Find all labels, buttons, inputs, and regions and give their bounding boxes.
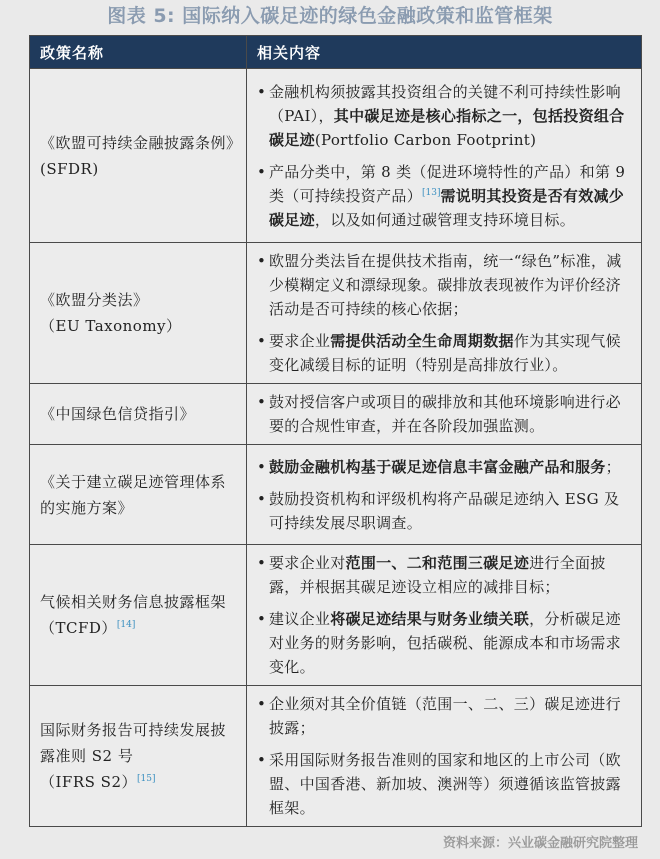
text-segment: 要求企业: [269, 332, 331, 350]
bold-text: 鼓励金融机构基于碳足迹信息丰富金融产品和服务: [269, 457, 606, 476]
bullet-item: [257, 80, 631, 152]
text-segment: （IFRS S2）: [40, 773, 137, 791]
bullet-item: [257, 692, 631, 740]
bullet-item: [257, 160, 631, 232]
reference-footnote[interactable]: [15]: [137, 774, 156, 784]
bullet-item: [257, 390, 631, 438]
bullet-icon: •: [257, 751, 267, 769]
text-segment: 气候相关财务信息披露框架: [40, 593, 227, 611]
text-segment: ；: [605, 457, 621, 476]
policy-name-cell: [30, 545, 247, 686]
text-segment: 鼓对授信客户或项目的碳排放和其他环境影响进行必要的合规性审查，并在各阶段加强监测。: [269, 393, 621, 435]
bullet-item: [257, 455, 631, 479]
text-segment: 欧盟分类法旨在提供技术指南，统一“绿色”标准，减少模糊定义和漂绿现象。碳排放表现被作为评价经济活动是否可持续的核心依据；: [269, 252, 622, 318]
table-row: [30, 384, 642, 445]
policy-content-cell: [247, 69, 642, 243]
policy-content-cell: [247, 445, 642, 545]
table-row: [30, 69, 642, 243]
bold-text: 将碳足迹结果与财务业绩关联: [330, 610, 530, 628]
bullet-item: [257, 487, 631, 535]
header-related-content: 相关内容: [247, 36, 642, 69]
text-segment: ，以及如何通过碳管理支持环境目标。: [314, 210, 576, 229]
text-segment: 进行全面披露，并根据其碳足迹设立相应的减排目标；: [269, 554, 606, 596]
text-segment: ，分析碳足迹对业务的财务影响，包括碳税、能源成本和市场需求变化。: [269, 610, 621, 676]
figure-title: 图表 5: 国际纳入碳足迹的绿色金融政策和监管框架: [107, 5, 553, 27]
bullet-icon: •: [257, 332, 267, 350]
policy-name-cell: [30, 69, 247, 243]
bullet-icon: •: [257, 82, 267, 101]
policy-content-cell: [247, 686, 642, 827]
table-row: [30, 545, 642, 686]
text-segment: 产品分类中，第 8 类（促进环境特性的产品）和第 9 类（可持续投资产品）: [269, 162, 626, 205]
text-segment: 《欧盟分类法》: [40, 291, 149, 309]
text-segment: （TCFD）: [40, 619, 117, 637]
text-segment: 建议企业: [269, 610, 331, 628]
bullet-icon: •: [257, 252, 267, 270]
bullet-item: [257, 249, 631, 321]
table-row: [30, 686, 642, 827]
policy-name-cell: [30, 445, 247, 545]
header-policy-name: 政策名称: [30, 36, 247, 69]
text-segment: 作为其实现气候变化减缓目标的证明（特别是高排放行业）。: [269, 332, 621, 374]
text-segment: 企业须对其全价值链（范围一、二、三）碳足迹进行披露；: [269, 695, 621, 737]
text-segment: 国际财务报告可持续发展披露准则 S2 号: [40, 721, 227, 765]
bullet-icon: •: [257, 610, 267, 628]
bold-text: 其中碳足迹是核心指标之一，包括投资组合碳足迹: [269, 106, 625, 149]
text-segment: 金融机构须披露其投资组合的关键不利可持续性影响（PAI），: [269, 82, 621, 125]
bold-text: 需提供活动全生命周期数据: [330, 332, 514, 350]
reference-footnote[interactable]: [13]: [422, 187, 441, 198]
policy-name-cell: [30, 384, 247, 445]
table-row: [30, 445, 642, 545]
policy-table: [29, 35, 642, 827]
bullet-item: [257, 607, 631, 679]
source-note: 资料来源：兴业碳金融研究院整理: [442, 836, 638, 851]
bullet-item: [257, 329, 631, 377]
table-header-row: [30, 36, 642, 69]
bold-text: 范围一、二和范围三碳足迹: [345, 554, 530, 572]
policy-content-cell: [247, 384, 642, 445]
bullet-icon: •: [257, 162, 267, 181]
table-row: [30, 243, 642, 384]
policy-name-cell: [30, 243, 247, 384]
text-segment: 采用国际财务报告准则的国家和地区的上市公司（欧盟、中国香港、新加坡、澳洲等）须遵循该监管披露框架。: [269, 751, 621, 817]
text-segment: (Portfolio Carbon Footprint): [314, 130, 537, 149]
reference-footnote[interactable]: [14]: [116, 620, 136, 630]
bullet-icon: •: [257, 695, 267, 713]
text-segment: 鼓励投资机构和评级机构将产品碳足迹纳入 ESG 及可持续发展尽职调查。: [269, 489, 620, 532]
text-segment: （EU Taxonomy）: [40, 317, 182, 335]
text-segment: 要求企业对: [269, 554, 346, 572]
bullet-icon: •: [257, 393, 267, 411]
bullet-item: [257, 551, 631, 599]
policy-content-cell: [247, 243, 642, 384]
bullet-icon: •: [257, 457, 267, 476]
text-segment: 《中国绿色信贷指引》: [40, 405, 196, 423]
text-segment: 《欧盟可持续金融披露条例》(SFDR): [40, 133, 235, 178]
bullet-icon: •: [257, 554, 267, 572]
policy-content-cell: [247, 545, 642, 686]
policy-name-cell: [30, 686, 247, 827]
bullet-icon: •: [257, 489, 267, 508]
bullet-item: [257, 748, 631, 820]
bold-text: 需说明其投资是否有效减少碳足迹: [269, 186, 625, 229]
text-segment: 《关于建立碳足迹管理体系的实施方案》: [40, 472, 227, 517]
